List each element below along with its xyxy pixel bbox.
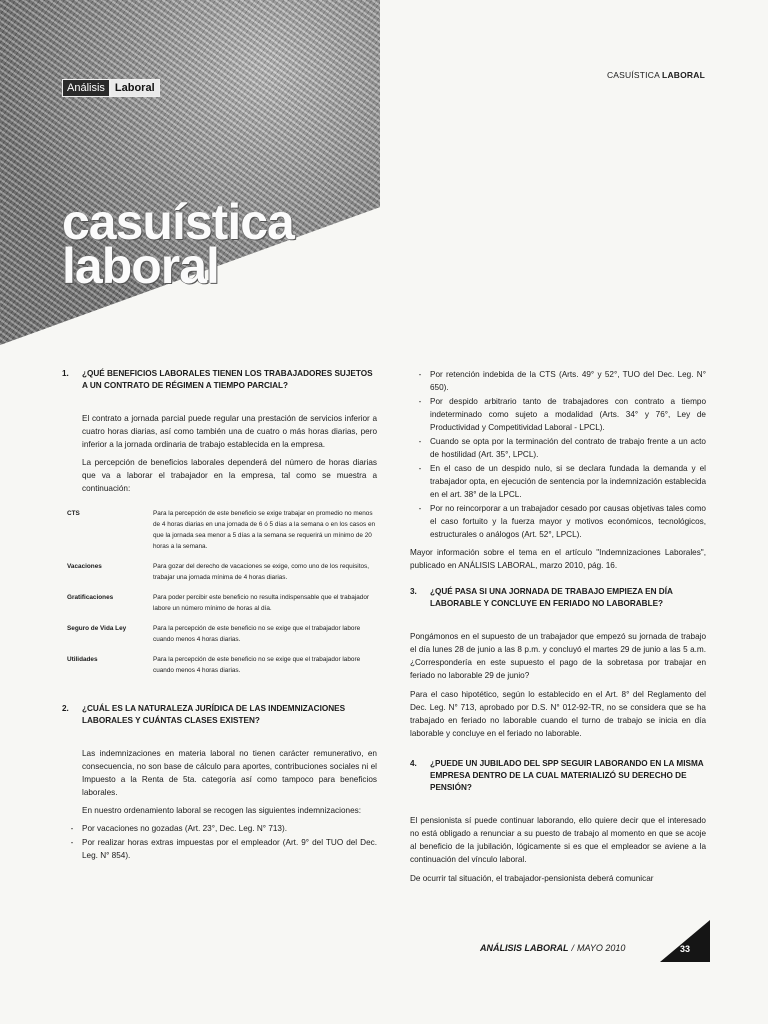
page-title — [62, 194, 294, 294]
benefit-row — [67, 654, 377, 676]
section-tag-part1: Análisis — [62, 79, 110, 97]
section-tag-part2: Laboral — [110, 79, 160, 97]
list-item: - Por retención indebida de la CTS (Arts. 49° y 52°, TUO del Dec. Leg. N° 650). — [418, 370, 706, 392]
question-1 — [62, 368, 377, 392]
benefit-text: Para la percepción de este beneficio no se exige que el trabajador labore cuando menos 4 horas diarias. — [153, 656, 361, 674]
question-number: 3. — [410, 587, 417, 596]
list-item: - Por realizar horas extras impuestas por el empleador (Art. 9° del TUO del Dec. Leg. N° 854). — [70, 838, 377, 860]
footer-separator: / — [571, 943, 575, 953]
list-item: - Por despido arbitrario tanto de trabajadores con contrato a tiempo indeterminado como sujeto a modalidad (Arts. 34° y 76°, Ley de Productividad y Competitividad Laboral - LPCL). — [418, 397, 706, 432]
benefit-label: Vacaciones — [67, 563, 102, 570]
benefit-row — [67, 561, 377, 583]
footer-issue: MAYO 2010 — [577, 943, 626, 953]
question-text: ¿CUÁL ES LA NATURALEZA JURÍDICA DE LAS INDEMNIZACIONES LABORALES Y CUÁNTAS CLASES EXISTEN? — [82, 704, 346, 725]
benefit-text: Para poder percibir este beneficio no resulta indispensable que el trabajador labore un número mínimo de horas al día. — [153, 594, 369, 612]
question-text: ¿QUÉ BENEFICIOS LABORALES TIENEN LOS TRABAJADORES SUJETOS A UN CONTRATO DE RÉGIMEN A TIEMPO PARCIAL? — [82, 369, 373, 390]
page-footer — [480, 943, 625, 953]
paragraph: Para el caso hipotético, según lo establecido en el Art. 8° del Reglamento del Dec. Leg. N° 713, aprobado por D.S. N° 012-92-TR, no se considera que se ha trabajado en feriado no laborable cuando el turno de trabajo se inicia en día laborable y concluye en el feriado no laborable. — [410, 690, 706, 738]
question-2 — [62, 703, 377, 727]
benefit-label: Utilidades — [67, 656, 98, 663]
paragraph: Pongámonos en el supuesto de un trabajador que empezó su jornada de trabajo el día lunes 28 de junio a las 8 p.m. y concluyó el martes 29 de junio a las 5 a.m. ¿Correspondería en este supuesto el pago de la sobretasa por trabajar en feriado no laborable 29 de junio? — [410, 632, 706, 680]
question-number: 1. — [62, 369, 69, 378]
benefit-row — [67, 592, 377, 614]
paragraph: Las indemnizaciones en materia laboral no tienen carácter remunerativo, en consecuencia, no son base de cálculo para aportes, contribuciones sociales ni el Impuesto a la Renta de 5ta. categoría así como tampoco para beneficios laborales. — [82, 749, 377, 797]
page-title-line2: laboral — [62, 238, 219, 294]
question-3 — [410, 586, 706, 610]
paragraph: La percepción de beneficios laborales dependerá del número de horas diarias que va a laborar el trabajador en la empresa, tal como se muestra a continuación: — [82, 458, 377, 493]
indemnity-list — [62, 822, 377, 862]
list-item: - En el caso de un despido nulo, si se declara fundada la demanda y el trabajador opta, en ejecución de sentencia por la indemnización establecida en el art. 38° de la LPCL. — [418, 464, 706, 499]
left-column — [62, 368, 377, 867]
question-number: 4. — [410, 759, 417, 768]
benefit-label: Seguro de Vida Ley — [67, 625, 127, 632]
section-tag — [62, 79, 160, 97]
benefit-row — [67, 508, 377, 552]
indemnity-list-continued — [410, 368, 706, 541]
paragraph: El contrato a jornada parcial puede regular una prestación de servicios inferior a cuatro horas diarias, así como también una de cuatro o más horas diarias, pero inferior a la jornada ordinaria de trabajo establecida en la empresa. — [82, 414, 377, 449]
benefit-text: Para la percepción de este beneficio no se exige que el trabajador labore cuando menos 4 horas diarias. — [153, 625, 361, 643]
more-info-note: Mayor información sobre el tema en el artículo "Indemnizaciones Laborales", publicado en ANÁLISIS LABORAL, marzo 2010, pág. 16. — [410, 548, 706, 570]
benefit-row — [67, 623, 377, 645]
running-header-bold: LABORAL — [662, 70, 705, 80]
page-number-corner — [660, 920, 710, 962]
page-title-line1: casuística — [62, 194, 294, 250]
benefit-label: CTS — [67, 510, 80, 517]
list-item: - Por vacaciones no gozadas (Art. 23°, Dec. Leg. N° 713). — [70, 824, 287, 833]
running-header-light: CASUÍSTICA — [606, 70, 660, 80]
benefit-text: Para gozar del derecho de vacaciones se exige, como uno de los requisitos, trabajar una jornada mínima de 4 horas diarias. — [153, 563, 369, 581]
benefit-text: Para la percepción de este beneficio se exige trabajar en promedio no menos de 4 horas diarias en una jornada de 6 ó 5 días a la semana o en los casos en que la jornada sea menor a 5 días a la semana se requerirá un mínimo de 20 horas a la semana. — [153, 510, 376, 550]
benefit-label: Gratificaciones — [67, 594, 114, 601]
paragraph: En nuestro ordenamiento laboral se recogen las siguientes indemnizaciones: — [82, 806, 361, 815]
list-item: - Por no reincorporar a un trabajador cesado por causas objetivas tales como el caso fortuito y la fuerza mayor y motivos económicos, tecnológicos, estructurales o análogos (Art. 52°, LPCL). — [418, 504, 706, 539]
page-number: 33 — [680, 944, 691, 954]
right-column — [410, 368, 706, 891]
footer-brand: ANÁLISIS LABORAL — [480, 943, 569, 953]
question-4 — [410, 758, 706, 794]
question-text: ¿PUEDE UN JUBILADO DEL SPP SEGUIR LABORANDO EN LA MISMA EMPRESA DENTRO DE LA CUAL MATERIALIZÓ SU DERECHO DE PENSIÓN? — [430, 759, 704, 792]
question-text: ¿QUÉ PASA SI UNA JORNADA DE TRABAJO EMPIEZA EN DÍA LABORABLE Y CONCLUYE EN FERIADO NO LABORABLE? — [430, 587, 673, 608]
question-number: 2. — [62, 704, 69, 713]
list-item: - Cuando se opta por la terminación del contrato de trabajo frente a un acto de hostilidad (Art. 35°, LPCL). — [418, 437, 706, 459]
paragraph: El pensionista sí puede continuar laborando, ello quiere decir que el interesado no está obligado a renunciar a su puesto de trabajo al momento en que se acoje al beneficio de la jubilación, lógicamente si es que el empleador se aviene a la continuación del vínculo laboral. — [410, 816, 706, 864]
running-header — [580, 70, 705, 80]
paragraph: De ocurrir tal situación, el trabajador-pensionista deberá comunicar — [410, 874, 654, 883]
